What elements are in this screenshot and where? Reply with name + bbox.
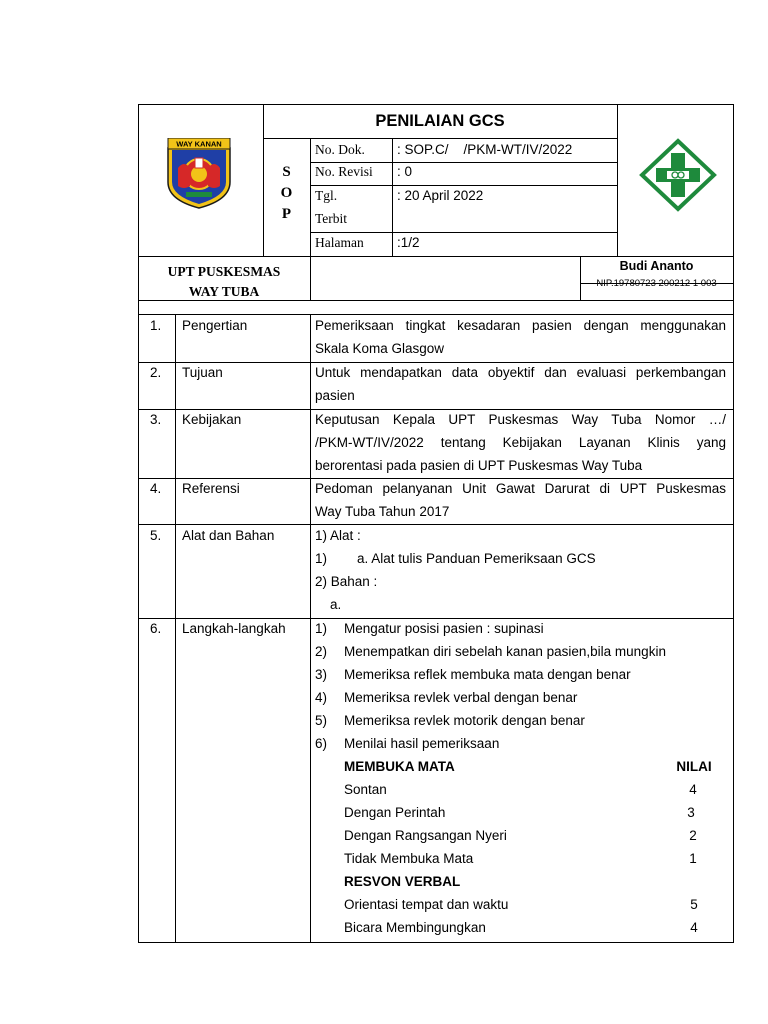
meta-label-halaman: Halaman (315, 235, 364, 250)
step-1-text: Mengatur posisi pasien : supinasi (344, 621, 544, 636)
row-3-line-1: Keputusan Kepala UPT Puskesmas Way Tuba Nomor …/ (315, 412, 726, 427)
verbal-score-value-2: 4 (690, 920, 698, 935)
row-3-line-3: berorentasi pada pasien di UPT Puskesmas Way Tuba (315, 458, 643, 473)
sop-title: PENILAIAN GCS (375, 112, 505, 130)
eye-score-label-4: Tidak Membuka Mata (344, 851, 474, 866)
eye-score-value-3: 2 (689, 828, 697, 843)
alat-title: 1) Alat : (315, 528, 361, 543)
bahan-item-1: a. (330, 597, 342, 612)
row-3-line-2: /PKM-WT/IV/2022 tentang Kebijakan Layanan Klinis yang (315, 435, 726, 450)
step-6-text: Menilai hasil pemeriksaan (344, 736, 500, 751)
bahan-title: 2) Bahan : (315, 574, 378, 589)
verbal-score-value-1: 5 (690, 897, 698, 912)
meta-value-tgl: : 20 April 2022 (397, 188, 484, 203)
step-3-text: Memeriksa reflek membuka mata dengan benar (344, 667, 631, 682)
meta-value-revisi: : 0 (397, 164, 413, 179)
meta-label-terbit: Terbit (315, 211, 348, 226)
row-4-line-2: Way Tuba Tahun 2017 (315, 504, 450, 519)
verbal-response-header: RESVON VERBAL (344, 874, 461, 889)
row-6-label: Langkah-langkah (182, 621, 286, 636)
row-2-label: Tujuan (182, 365, 223, 380)
step-5-text: Memeriksa revlek motorik dengan benar (344, 713, 585, 728)
verbal-score-label-1: Orientasi tempat dan waktu (344, 897, 509, 912)
signer-name: Budi Ananto (619, 259, 694, 273)
meta-value-halaman: :1/2 (397, 235, 420, 250)
eye-score-label-2: Dengan Perintah (344, 805, 446, 820)
logo-text: WAY KANAN (176, 139, 222, 149)
row-4-number: 4. (150, 481, 162, 496)
step-3-number: 3) (315, 667, 328, 682)
eye-score-value-2: 3 (687, 805, 695, 820)
step-2-number: 2) (315, 644, 328, 659)
row-2-line-1: Untuk mendapatkan data obyektif dan evaluasi perkembangan (315, 365, 726, 380)
step-4-text: Memeriksa revlek verbal dengan benar (344, 690, 578, 705)
org-name-line2: WAY TUBA (188, 284, 260, 299)
eye-score-label-3: Dengan Rangsangan Nyeri (344, 828, 507, 843)
eye-opening-header: MEMBUKA MATA (344, 759, 455, 774)
meta-label-revisi: No. Revisi (315, 164, 373, 179)
signer-nip: NIP.19780723 200212 1 003 (596, 278, 717, 289)
row-3-label: Kebijakan (182, 412, 242, 427)
puskesmas-logo (639, 138, 717, 212)
row-6-number: 6. (150, 621, 162, 636)
sop-letter-s: S (282, 164, 291, 180)
step-1-number: 1) (315, 621, 328, 636)
row-1-number: 1. (150, 318, 162, 333)
row-2-line-2: pasien (315, 388, 355, 403)
meta-value-nodok: : SOP.C/ /PKM-WT/IV/2022 (397, 142, 573, 157)
row-1-label: Pengertian (182, 318, 248, 333)
way-kanan-logo (164, 138, 234, 210)
row-5-number: 5. (150, 528, 162, 543)
step-2-text: Menempatkan diri sebelah kanan pasien,bila mungkin (344, 644, 666, 659)
alat-item-1: a. Alat tulis Panduan Pemeriksaan GCS (357, 551, 596, 566)
eye-score-value-1: 4 (689, 782, 697, 797)
alat-item-number: 1) (315, 551, 328, 566)
step-5-number: 5) (315, 713, 328, 728)
org-name-line1: UPT PUSKESMAS (167, 264, 281, 279)
row-1-line-1: Pemeriksaan tingkat kesadaran pasien dengan menggunakan (315, 318, 726, 333)
row-4-label: Referensi (182, 481, 240, 496)
step-4-number: 4) (315, 690, 328, 705)
row-3-number: 3. (150, 412, 162, 427)
row-4-line-1: Pedoman pelanyanan Unit Gawat Darurat di UPT Puskesmas (315, 481, 726, 496)
meta-label-tgl: Tgl. (315, 188, 338, 203)
sop-letter-p: P (281, 206, 292, 222)
sop-letter-o: O (280, 185, 293, 201)
meta-label-nodok: No. Dok. (315, 142, 365, 157)
verbal-score-label-2: Bicara Membingungkan (344, 920, 486, 935)
row-1-line-2: Skala Koma Glasgow (315, 341, 445, 356)
eye-score-value-4: 1 (689, 851, 697, 866)
eye-score-label-1: Sontan (344, 782, 387, 797)
score-column-header: NILAI (676, 759, 712, 774)
step-6-number: 6) (315, 736, 328, 751)
row-5-label: Alat dan Bahan (182, 528, 275, 543)
row-2-number: 2. (150, 365, 162, 380)
